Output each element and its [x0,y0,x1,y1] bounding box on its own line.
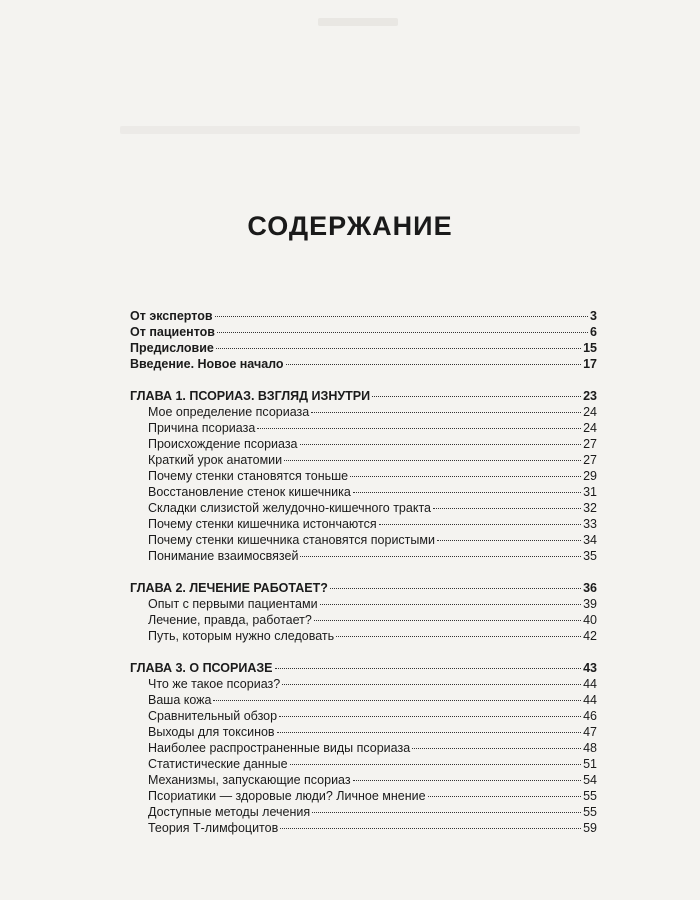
dot-leader [282,684,581,685]
toc-entry-title: Путь, которым нужно следовать [148,629,335,643]
toc-entry-page: 6 [590,325,597,339]
toc-entry-title: Почему стенки кишечника становятся пористыми [148,533,435,547]
dot-leader [379,524,581,525]
toc-entry-title: Наиболее распространенные виды псориаза [148,741,411,755]
page-title: СОДЕРЖАНИЕ [247,211,453,242]
toc-entry-title: ГЛАВА 3. О ПСОРИАЗЕ [130,661,273,675]
dot-leader [372,396,581,397]
toc-entry-page: 36 [583,581,597,595]
toc-entry-title: От экспертов [130,309,213,323]
toc-entry-title: Восстановление стенок кишечника [148,485,351,499]
toc-entry [148,548,597,564]
dot-leader [336,636,581,637]
toc-entry-page: 35 [583,549,597,563]
toc-entry-page: 23 [583,389,597,403]
toc-entry [148,452,597,468]
toc-entry [148,500,597,516]
toc-entry [148,420,597,436]
toc-entry-page: 47 [583,725,597,739]
dot-leader [350,476,581,477]
toc-entry-title: Лечение, правда, работает? [148,613,312,627]
dot-leader [213,700,581,701]
toc-entry [148,692,597,708]
toc-entry-page: 44 [583,693,597,707]
toc-entry-page: 43 [583,661,597,675]
dot-leader [320,604,582,605]
toc-entry-title: Доступные методы лечения [148,805,311,819]
toc-entry-title: Выходы для токсинов [148,725,275,739]
dot-leader [275,668,582,669]
toc-entry-page: 40 [583,613,597,627]
toc-entry-title: Ваша кожа [148,693,212,707]
dot-leader [216,348,581,349]
toc-entry-page: 3 [590,309,597,323]
dot-leader [257,428,581,429]
dot-leader [330,588,581,589]
toc-entry-title: Сравнительный обзор [148,709,278,723]
dot-leader [428,796,582,797]
toc-entry-page: 48 [583,741,597,755]
toc-entry [148,516,597,532]
dot-leader [290,764,582,765]
toc-entry-title: Складки слизистой желудочно-кишечного тракта [148,501,431,515]
dot-leader [280,828,581,829]
dot-leader [412,748,581,749]
toc-entry-page: 42 [583,629,597,643]
toc-entry-title: Происхождение псориаза [148,437,298,451]
toc-entry-page: 32 [583,501,597,515]
bleed-through-text [120,126,580,134]
toc-entry [148,436,597,452]
toc-entry-title: Механизмы, запускающие псориаз [148,773,351,787]
dot-leader [311,412,581,413]
toc-entry [130,340,597,356]
toc-entry-page: 27 [583,437,597,451]
toc-entry [148,804,597,820]
toc-entry [148,724,597,740]
toc-entry [148,676,597,692]
bleed-through-text [318,18,398,26]
toc-entry-page: 59 [583,821,597,835]
dot-leader [353,492,581,493]
toc-entry [130,308,597,324]
toc-entry-title: От пациентов [130,325,215,339]
dot-leader [284,460,581,461]
dot-leader [312,812,581,813]
toc-entry-title: Опыт с первыми пациентами [148,597,318,611]
dot-leader [217,332,588,333]
dot-leader [279,716,581,717]
toc-entry-page: 54 [583,773,597,787]
toc-entry-page: 24 [583,421,597,435]
toc-entry-page: 46 [583,709,597,723]
toc-entry-title: Псориатики — здоровые люди? Личное мнение [148,789,426,803]
toc-entry-page: 44 [583,677,597,691]
toc-entry-page: 55 [583,789,597,803]
toc-entry-page: 33 [583,517,597,531]
toc-entry [148,484,597,500]
toc-entry-title: Теория Т-лимфоцитов [148,821,279,835]
toc-entry-page: 34 [583,533,597,547]
toc-entry [148,820,597,836]
toc-entry [148,404,597,420]
dot-leader [277,732,582,733]
dot-leader [437,540,581,541]
toc-entry-page: 55 [583,805,597,819]
toc-chapter-entry [130,660,597,676]
toc-entry-title: Статистические данные [148,757,288,771]
toc-entry-title: Понимание взаимосвязей [148,549,299,563]
toc-entry-page: 24 [583,405,597,419]
toc-entry [148,468,597,484]
toc-entry-title: Почему стенки кишечника истончаются [148,517,377,531]
toc-entry [130,356,597,372]
toc-entry-page: 27 [583,453,597,467]
toc-entry-page: 31 [583,485,597,499]
toc-entry-title: Введение. Новое начало [130,357,284,371]
toc-entry-title: Почему стенки становятся тоньше [148,469,349,483]
toc-entry-title: Предисловие [130,341,214,355]
toc-entry [148,756,597,772]
toc-entry-page: 51 [583,757,597,771]
dot-leader [215,316,589,317]
toc-chapter-entry [130,388,597,404]
toc-entry-title: Что же такое псориаз? [148,677,281,691]
dot-leader [300,444,582,445]
toc-entry-title: Мое определение псориаза [148,405,310,419]
toc-entry-page: 39 [583,597,597,611]
toc-entry [148,532,597,548]
toc-entry-page: 29 [583,469,597,483]
toc-entry [148,612,597,628]
dot-leader [314,620,581,621]
toc-entry-page: 15 [583,341,597,355]
toc-entry-page: 17 [583,357,597,371]
toc-entry [148,788,597,804]
toc-entry [148,708,597,724]
dot-leader [286,364,582,365]
dot-leader [433,508,581,509]
toc-entry-title: Причина псориаза [148,421,256,435]
dot-leader [353,780,581,781]
toc-entry-title: ГЛАВА 2. ЛЕЧЕНИЕ РАБОТАЕТ? [130,581,328,595]
toc-entry [148,628,597,644]
toc-entry [148,596,597,612]
toc-entry [148,740,597,756]
toc-entry [130,324,597,340]
toc-chapter-entry [130,580,597,596]
toc-entry-title: Краткий урок анатомии [148,453,283,467]
toc-entry [148,772,597,788]
toc-entry-title: ГЛАВА 1. ПСОРИАЗ. ВЗГЛЯД ИЗНУТРИ [130,389,371,403]
dot-leader [300,556,581,557]
